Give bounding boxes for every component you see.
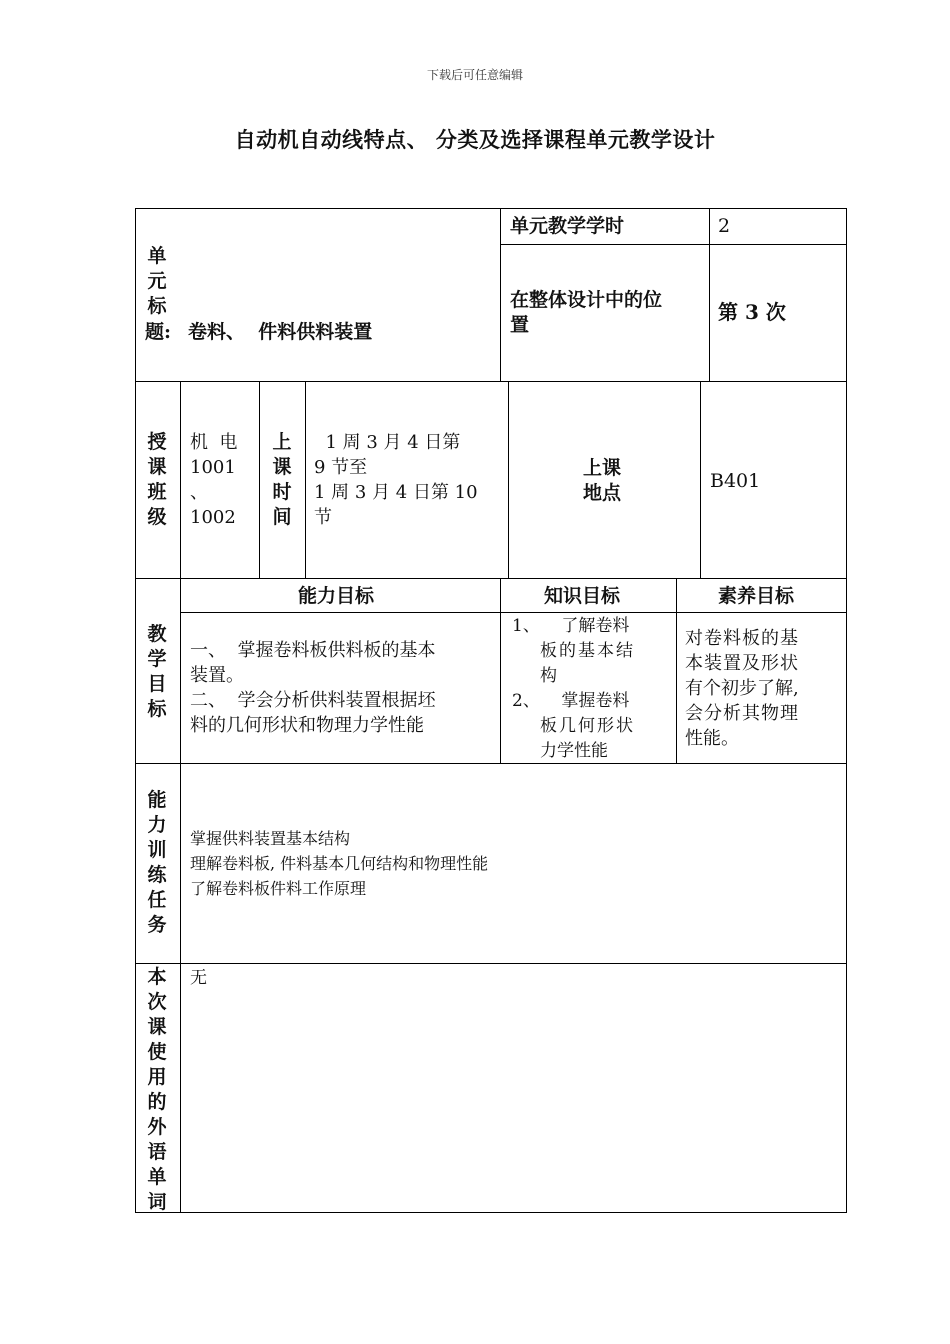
unit-title-label-last: 题:: [145, 321, 172, 343]
ability-objective-header: 能力目标: [298, 585, 375, 607]
ability-objectives: 一、 掌握卷料板供料板的基本 装置。 二、 学会分析供料装置根据坯 料的几何形状和物理力学性能: [190, 640, 436, 736]
quality-objectives: 对卷料板的基 本装置及形状 有个初步了解, 会分析其物理 性能。: [685, 628, 799, 749]
document-title: 自动机自动线特点、 分类及选择课程单元教学设计: [234, 128, 716, 152]
place-value: B401: [710, 470, 761, 492]
unit-hours-value: 2: [718, 215, 731, 237]
time-value: 1 周 3 月 4 日第 9 节至 1 周 3 月 4 日第 10 节: [314, 432, 478, 528]
place-label-line1: 上课: [583, 457, 622, 479]
position-value: 第 3 次: [718, 300, 786, 324]
position-label-line2: 置: [510, 314, 530, 336]
training-task-item: 掌握供料装置基本结构: [190, 829, 351, 848]
knowledge-objective-header: 知识目标: [544, 585, 621, 607]
quality-objective-header: 素养目标: [718, 585, 795, 607]
unit-title-label: 单 元 标: [147, 245, 167, 317]
time-label: 上 课 时 间: [272, 431, 292, 528]
position-label-line1: 在整体设计中的位: [510, 289, 663, 311]
unit-title-value: 卷料、 件料供料装置: [188, 321, 373, 343]
knowledge-objectives: 1、 了解卷料 板的基本结 构 2、 掌握卷料 板几何形状 力学性能: [512, 616, 635, 761]
place-label-line2: 地点: [583, 482, 622, 504]
class-value: 机 电 1001 、 1002: [190, 432, 238, 528]
training-tasks: [190, 826, 830, 901]
training-task-item: 了解卷料板件料工作原理: [190, 879, 367, 898]
class-label: 授 课 班 级: [147, 431, 167, 528]
training-task-item: 理解卷料板, 件料基本几何结构和物理性能: [190, 854, 489, 873]
header-note: 下载后可任意编辑: [426, 68, 523, 82]
objectives-label: 教 学 目 标: [147, 623, 167, 720]
unit-hours-label: 单元教学学时: [510, 215, 625, 237]
vocab-label: 本 次 课 使 用 的 外 语 单 词: [147, 966, 167, 1213]
vocab-value: 无: [190, 968, 207, 988]
training-tasks-label: 能 力 训 练 任 务: [147, 789, 167, 936]
